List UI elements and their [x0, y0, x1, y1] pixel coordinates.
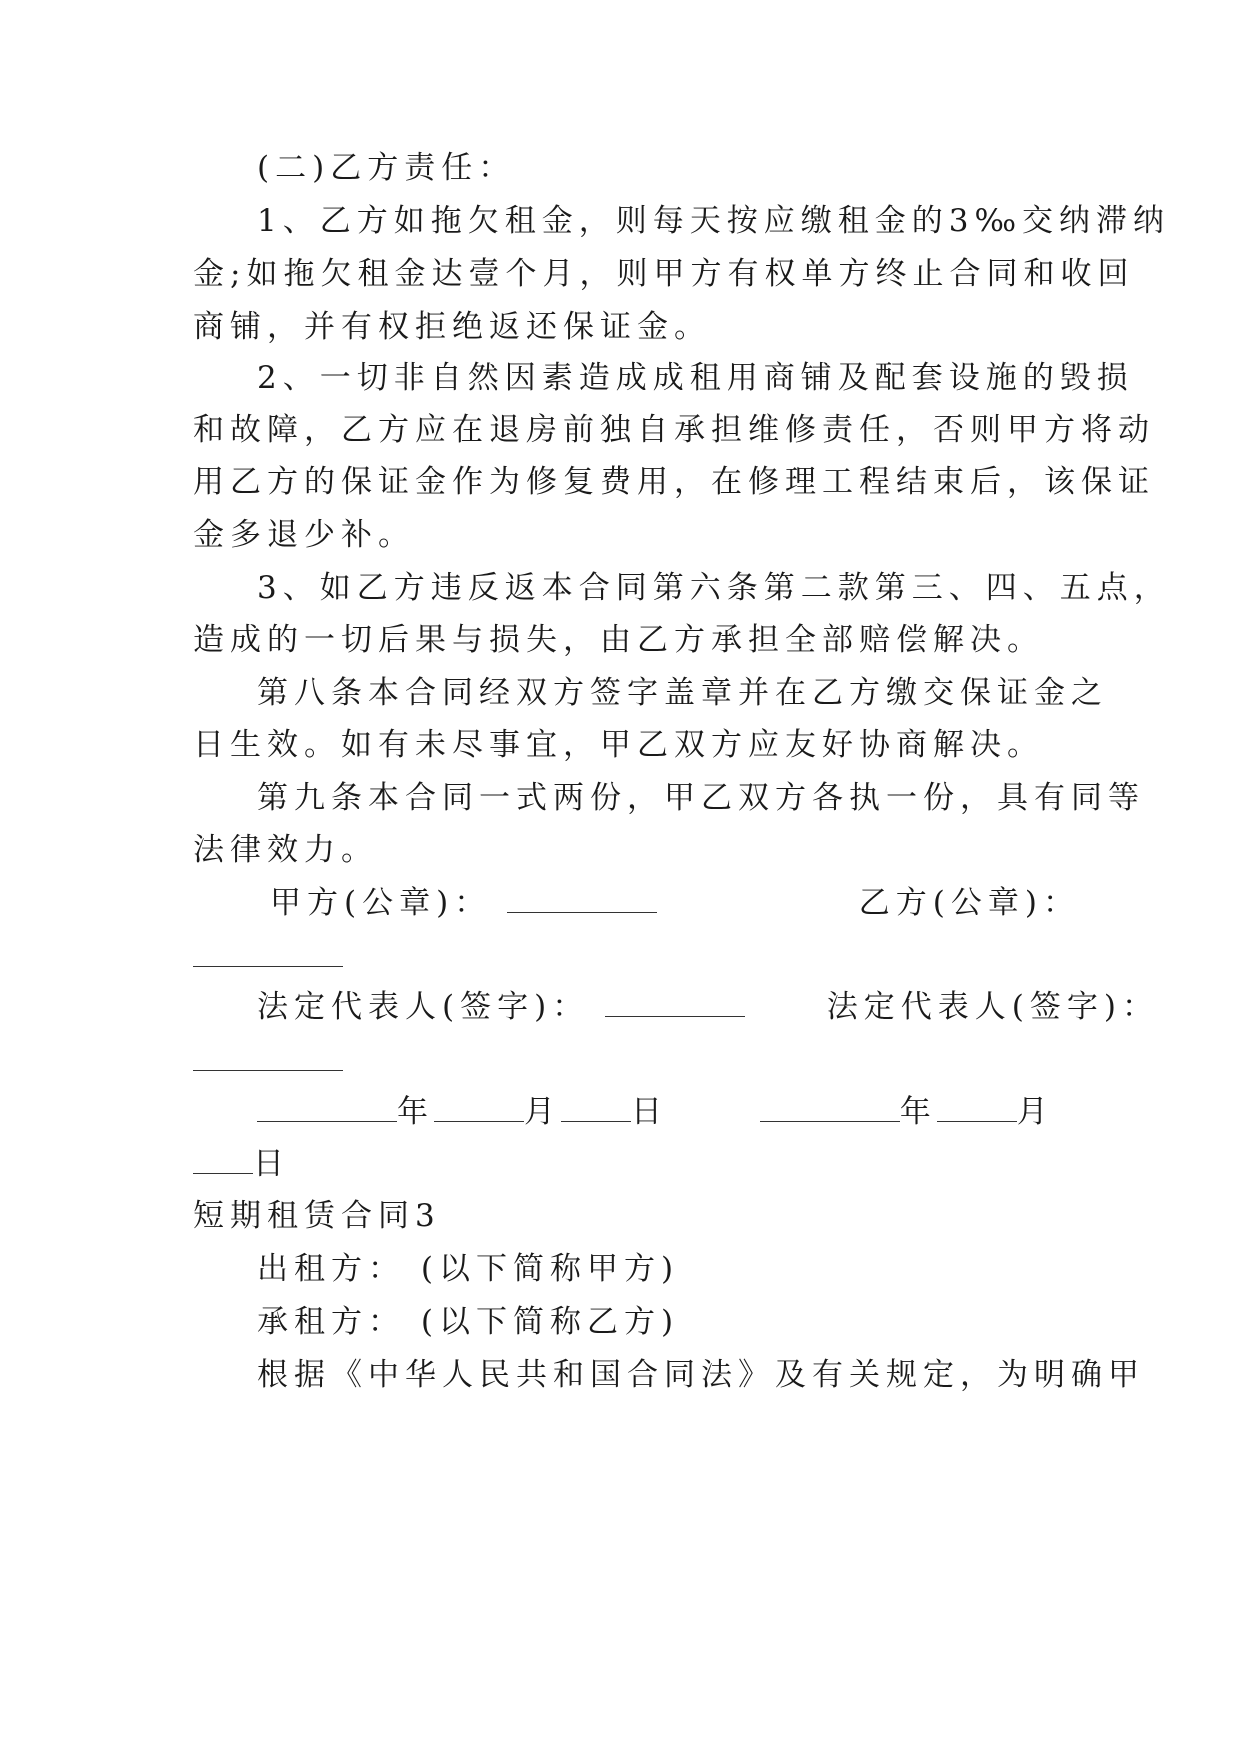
paragraph-line: 金;如拖欠租金达壹个月，则甲方有权单方终止合同和收回	[193, 256, 1135, 292]
legal-rep-b-field[interactable]	[193, 1044, 343, 1071]
paragraph-line: 用乙方的保证金作为修复费用，在修理工程结束后，该保证	[193, 464, 1155, 500]
paragraph-line: 法律效力。	[193, 832, 378, 868]
date-b-year-field[interactable]	[760, 1095, 900, 1122]
legal-rep-b-label: 法定代表人(签字)：	[826, 989, 1159, 1025]
legal-rep-row	[257, 987, 1159, 1027]
date-a-month-label: 月	[524, 1094, 561, 1130]
date-b-year-label: 年	[899, 1094, 937, 1130]
paragraph-line: 和故障，乙方应在退房前独自承担维修责任，否则甲方将动	[193, 412, 1155, 448]
date-a-day-label: 日	[631, 1094, 668, 1130]
date-a-day-field[interactable]	[561, 1095, 631, 1122]
paragraph-line: 商铺，并有权拒绝返还保证金。	[193, 309, 711, 345]
paragraph-line: 金多退少补。	[193, 517, 415, 553]
party-a-seal-field[interactable]	[507, 886, 657, 913]
date-a-month-field[interactable]	[434, 1095, 524, 1122]
lessee-line: 承租方： (以下简称乙方)	[257, 1304, 680, 1340]
date-a-year-label: 年	[397, 1094, 434, 1130]
paragraph-line: 第九条本合同一式两份，甲乙双方各执一份，具有同等	[257, 780, 1145, 816]
date-b-day-label: 日	[253, 1146, 290, 1182]
paragraph-line: 3、如乙方违反返本合同第六条第二款第三、四、五点，	[257, 570, 1171, 606]
date-continue-row	[193, 1144, 1073, 1184]
date-b-day-field[interactable]	[193, 1147, 253, 1174]
party-a-seal-label: 甲方(公章)：	[270, 885, 492, 921]
date-b-month-field[interactable]	[937, 1095, 1017, 1122]
signature-seal-row	[270, 883, 1090, 923]
paragraph-line: 日生效。如有未尽事宜，甲乙双方应友好协商解决。	[193, 727, 1044, 763]
date-a-year-field[interactable]	[257, 1095, 397, 1122]
paragraph-line: 2、一切非自然因素造成成租用商铺及配套设施的毁损	[257, 360, 1134, 396]
paragraph-line: 造成的一切后果与损失，由乙方承担全部赔偿解决。	[193, 622, 1044, 658]
legal-rep-blank-row	[193, 1041, 1073, 1081]
contract-title: 短期租赁合同3	[193, 1198, 441, 1234]
signature-blank-row	[193, 937, 1073, 977]
date-row	[257, 1092, 1087, 1132]
section-heading: (二)乙方责任：	[257, 150, 516, 186]
party-b-seal-field[interactable]	[193, 940, 343, 967]
lessor-line: 出租方： (以下简称甲方)	[257, 1251, 680, 1287]
party-b-seal-label: 乙方(公章)：	[858, 885, 1080, 921]
paragraph-line: 1、乙方如拖欠租金，则每天按应缴租金的3‰交纳滞纳	[257, 203, 1171, 239]
legal-rep-a-label: 法定代表人(签字)：	[257, 989, 590, 1025]
paragraph-line: 第八条本合同经双方签字盖章并在乙方缴交保证金之	[257, 675, 1108, 711]
date-b-month-label: 月	[1016, 1094, 1054, 1130]
legal-rep-a-field[interactable]	[605, 990, 745, 1017]
preamble-line: 根据《中华人民共和国合同法》及有关规定，为明确甲	[257, 1357, 1145, 1393]
